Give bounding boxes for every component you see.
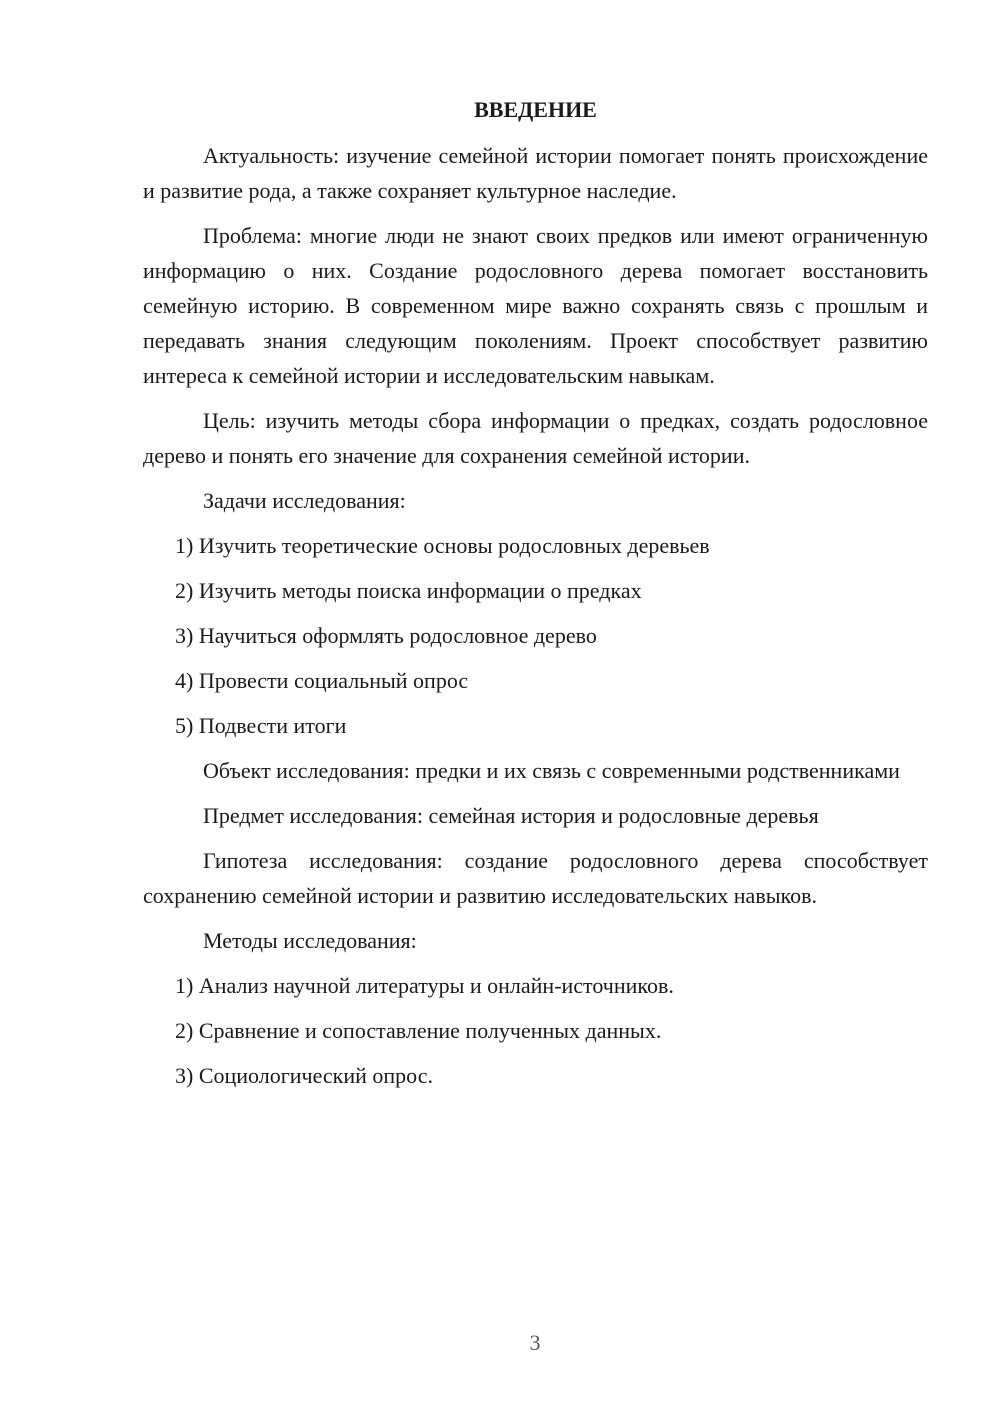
- list-item: 5) Подвести итоги: [175, 713, 347, 738]
- list-item: 1) Изучить теоретические основы родословных деревьев: [175, 533, 710, 558]
- tasks-list: [143, 528, 928, 743]
- list-item: 1) Анализ научной литературы и онлайн-источников.: [175, 973, 674, 998]
- section-title: ВВЕДЕНИЕ: [474, 97, 597, 122]
- goal-paragraph: Цель: изучить методы сбора информации о предках, создать родословное дерево и понять его значение для сохранения семейной истории.: [143, 408, 928, 468]
- relevance-paragraph: Актуальность: изучение семейной истории помогает понять происхождение и развитие рода, а также сохраняет культурное наследие.: [143, 143, 928, 203]
- tasks-heading: Задачи исследования:: [203, 488, 406, 513]
- list-item: 4) Провести социальный опрос: [175, 668, 469, 693]
- methods-heading: Методы исследования:: [203, 928, 417, 953]
- list-item: 2) Изучить методы поиска информации о предках: [175, 578, 642, 603]
- document-page: [143, 92, 928, 1103]
- methods-list: [143, 968, 928, 1093]
- page-number: 3: [529, 1330, 541, 1355]
- object-paragraph: Объект исследования: предки и их связь с современными родственниками: [203, 758, 900, 783]
- problem-paragraph: Проблема: многие люди не знают своих предков или имеют ограниченную информацию о них. Создание родословного дерева помогает восстановить семейную историю. В современном мире важно сохранять связь с прошлым и передавать знания следующим поколениям. Проект способствует развитию интереса к семейной истории и исследовательским навыкам.: [143, 223, 928, 388]
- hypothesis-paragraph: Гипотеза исследования: создание родословного дерева способствует сохранению семейной истории и развитию исследовательских навыков.: [143, 848, 928, 908]
- list-item: 2) Сравнение и сопоставление полученных данных.: [175, 1018, 662, 1043]
- subject-paragraph: Предмет исследования: семейная история и родословные деревья: [203, 803, 819, 828]
- list-item: 3) Научиться оформлять родословное дерево: [175, 623, 597, 648]
- list-item: 3) Социологический опрос.: [175, 1063, 433, 1088]
